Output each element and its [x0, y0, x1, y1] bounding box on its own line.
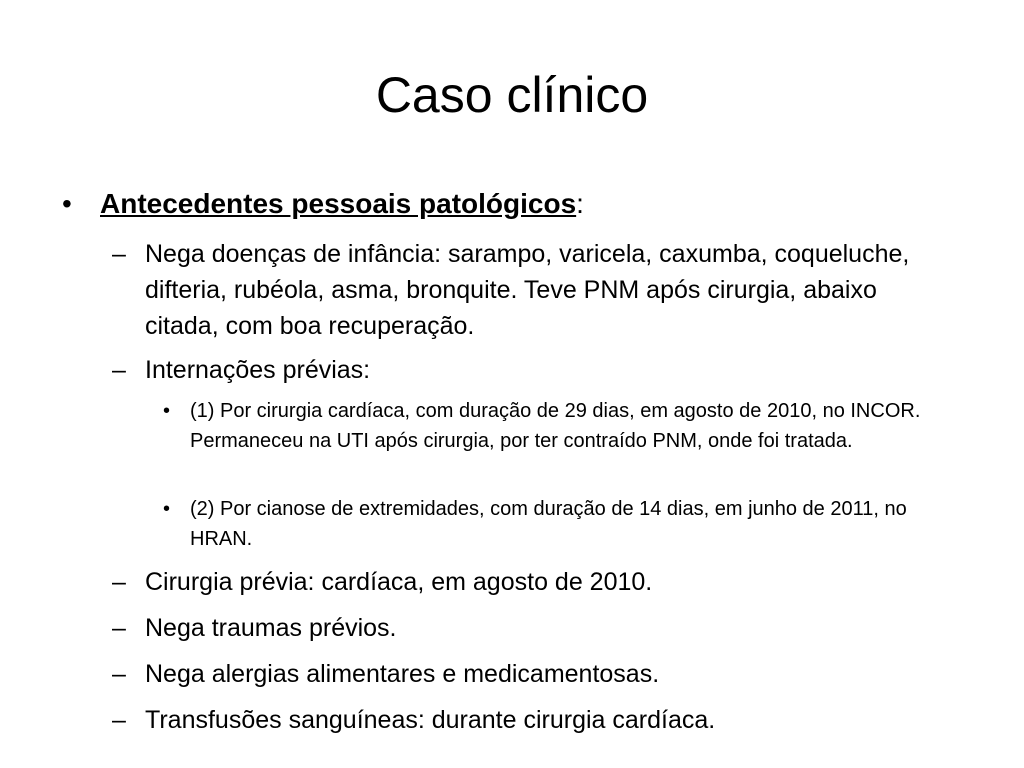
slide-title: Caso clínico: [375, 67, 649, 123]
dash-marker: –: [112, 240, 126, 268]
list-item-transfusoes: [112, 702, 952, 738]
sub-item-internacao-2: [163, 494, 923, 554]
section-antecedentes: [62, 186, 962, 222]
list-item-doencas-infancia: [112, 236, 952, 344]
list-item-text: Internações prévias:: [145, 356, 371, 384]
list-item-text: Cirurgia prévia: cardíaca, em agosto de 2010.: [145, 568, 653, 596]
sub-item-text: (1) Por cirurgia cardíaca, com duração de 29 dias, em agosto de 2010, no INCOR. Permaneceu na UTI após cirurgia, por ter contraído PNM, onde foi tratada.: [190, 400, 921, 452]
list-item-text: Nega traumas prévios.: [145, 614, 397, 642]
bullet-marker: •: [163, 400, 171, 422]
list-item-text: Nega alergias alimentares e medicamentosas.: [145, 660, 660, 688]
section-heading-line: [100, 186, 962, 222]
section-heading-colon: :: [576, 188, 584, 219]
section-heading: Antecedentes pessoais patológicos: [100, 188, 577, 219]
sub-item-text: (2) Por cianose de extremidades, com duração de 14 dias, em junho de 2011, no HRAN.: [190, 498, 907, 550]
list-item-cirurgia-previa: [112, 564, 952, 600]
list-item-text: Transfusões sanguíneas: durante cirurgia cardíaca.: [145, 706, 716, 734]
list-item-traumas: [112, 610, 952, 646]
dash-marker: –: [112, 614, 126, 642]
list-item-internacoes: [112, 352, 952, 388]
list-item-text: Nega doenças de infância: sarampo, varicela, caxumba, coqueluche, difteria, rubéola, asma, bronquite. Teve PNM após cirurgia, abaixo citada, com boa recuperação.: [145, 240, 910, 340]
list-item-alergias: [112, 656, 952, 692]
bullet-marker: •: [62, 188, 72, 219]
dash-marker: –: [112, 568, 126, 596]
bullet-marker: •: [163, 498, 171, 520]
sub-item-internacao-1: [163, 396, 923, 456]
dash-marker: –: [112, 660, 126, 688]
dash-marker: –: [112, 356, 126, 384]
dash-marker: –: [112, 706, 126, 734]
